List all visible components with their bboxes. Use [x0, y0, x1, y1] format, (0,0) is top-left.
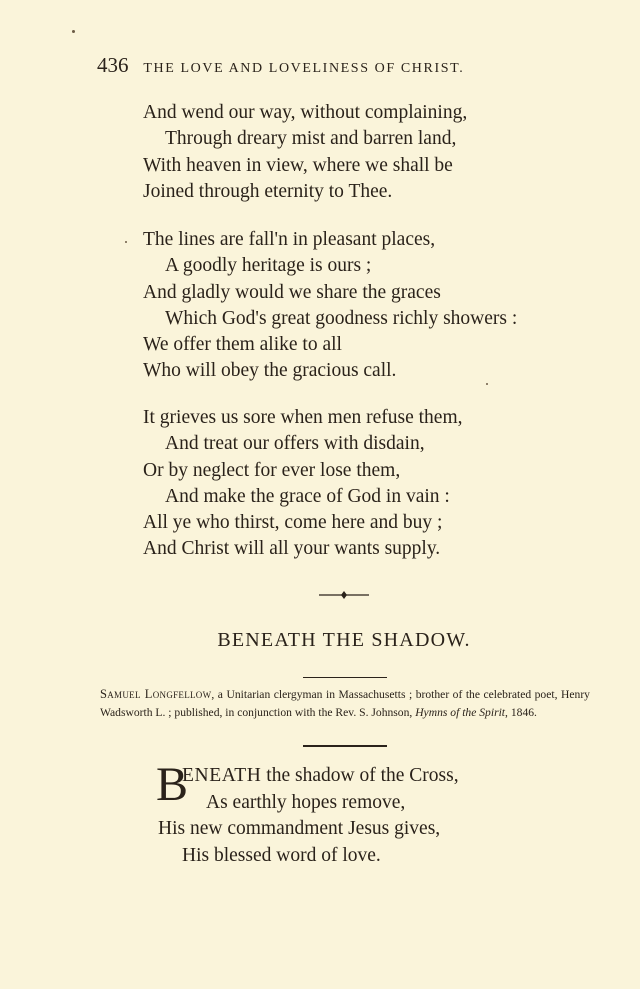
- verse-line-rest: the shadow of the Cross,: [261, 765, 459, 786]
- section-title: BENEATH THE SHADOW.: [217, 629, 471, 651]
- verse-line: [158, 763, 459, 790]
- running-head: [97, 53, 547, 78]
- paper-speck: [72, 30, 75, 33]
- paper-speck: [125, 241, 127, 243]
- verse-line: It grieves us sore when men refuse them,: [143, 407, 463, 428]
- verse-line: Through dreary mist and barren land,: [165, 128, 457, 150]
- verse-line: As earthly hopes remove,: [206, 791, 406, 813]
- divider-rule: [303, 745, 387, 747]
- paper-speck: [486, 383, 488, 385]
- verse-line: Joined through eternity to Thee.: [143, 180, 393, 202]
- verse-line: And wend our way, without complaining,: [143, 102, 468, 123]
- verse-line: And make the grace of God in vain :: [165, 485, 450, 507]
- verse-line: Who will obey the gracious call.: [143, 360, 397, 382]
- drop-cap: B: [156, 758, 189, 811]
- verse-line: The lines are fall'n in pleasant places,: [143, 229, 436, 250]
- verse-line: All ye who thirst, come here and buy ;: [143, 512, 443, 534]
- opening-words: ENEATH: [182, 765, 262, 786]
- stanza: [143, 100, 467, 205]
- verse-line: A goodly heritage is ours ;: [165, 255, 372, 277]
- author-name: Samuel Longfellow: [100, 687, 212, 701]
- verse-line: With heaven in view, where we shall be: [143, 154, 453, 176]
- running-title: THE LOVE AND LOVELINESS OF CHRIST.: [143, 61, 465, 76]
- verse-line: Which God's great goodness richly showers :: [165, 307, 518, 329]
- hymn-attribution: [100, 686, 590, 721]
- verse-line: And gladly would we share the graces: [143, 281, 441, 303]
- verse-line: His new commandment Jesus gives,: [158, 818, 441, 839]
- verse-line: And Christ will all your wants supply.: [143, 538, 441, 560]
- verse-line: We offer them alike to all: [143, 334, 342, 356]
- stanza: [143, 405, 462, 563]
- stanza: [143, 227, 517, 385]
- attribution-text: , a Unitarian clergyman in Massachusetts ; brother of the celebrated poet, Henry Wadsworth L. ; published, in conjunction with the Rev. S. Johnson,: [100, 688, 590, 719]
- divider-rule: [303, 677, 387, 678]
- verse-line: His blessed word of love.: [182, 844, 381, 866]
- diamond-rule-ornament-icon: [318, 589, 370, 601]
- verse-line: Or by neglect for ever lose them,: [143, 459, 401, 481]
- hymn-text: [156, 758, 459, 869]
- page-number: 436: [97, 53, 129, 77]
- attribution-year: , 1846.: [505, 705, 537, 719]
- work-title: Hymns of the Spirit: [415, 705, 506, 719]
- verse-line: And treat our offers with disdain,: [165, 433, 425, 455]
